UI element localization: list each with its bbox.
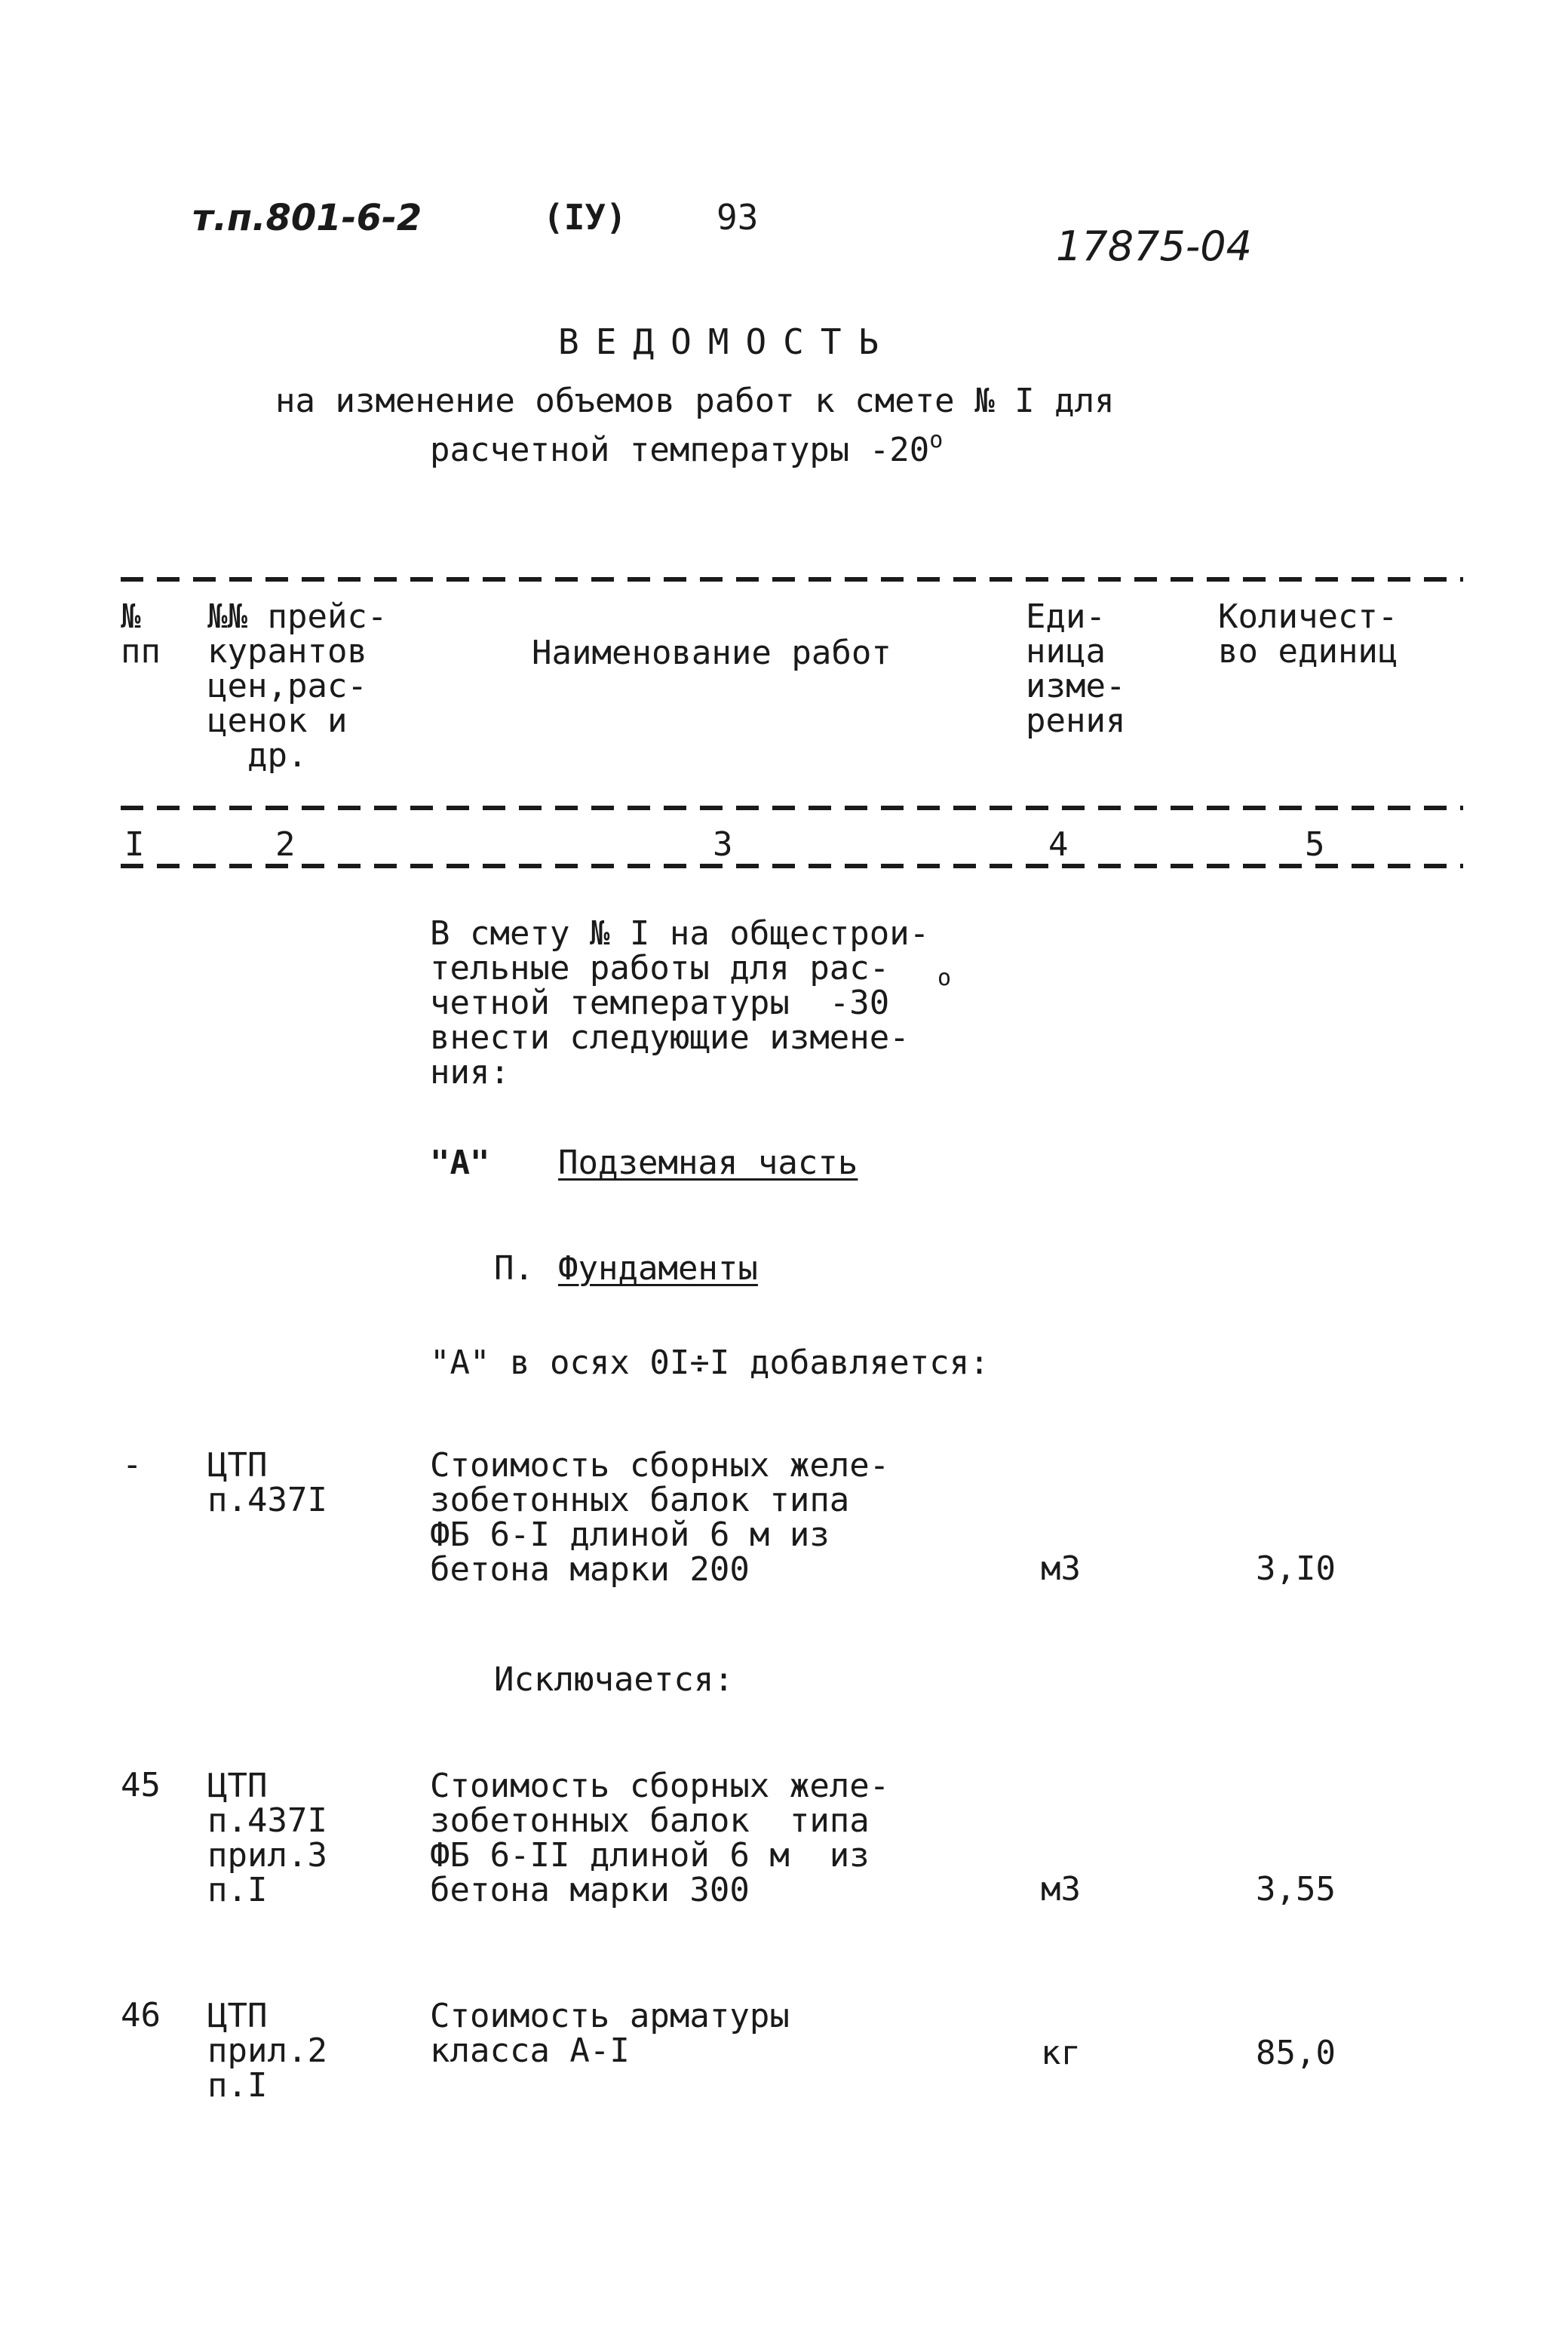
intro-degree-sign: о [937,965,952,991]
axis-note: "А" в осях 0I÷I добавляется: [430,1344,990,1382]
excluded-label: Исключается: [494,1660,734,1699]
col-number-4: 4 [1048,825,1069,864]
project-code: т.п.801-6-2 [192,197,422,239]
row-1-quantity: 3,I0 [1256,1549,1336,1588]
header-col-unit: Еди- ница изме- рения [1026,597,1126,740]
intro-text: В смету № I на общестрои- тельные работы для рас- четной температуры -30 внести следующие измене- ния: [430,914,930,1092]
stamp-number: 17875-04 [1056,223,1252,270]
row-1-work-name: Стоимость сборных желе- зобетонных балок типа ФБ 6-I длиной 6 м из бетона марки 200 [430,1446,890,1589]
row-1-number: - [122,1445,143,1484]
row-3-quantity: 85,0 [1256,2034,1336,2072]
row-1-reference: ЦТП п.437I [207,1446,327,1519]
header-col-quantity: Количест- во единиц [1218,597,1398,671]
header-col-pricelist: №№ прейс- курантов цен,рас- ценок и др. [207,597,388,775]
col-number-2: 2 [275,825,296,864]
row-2-unit: м3 [1041,1870,1081,1909]
section-a-mark: "А" [430,1144,490,1182]
row-2-reference: ЦТП п.437I прил.3 п.I [207,1767,327,1909]
header-col-number: № пп [121,597,161,671]
row-3-number: 46 [121,1996,161,2035]
degree-sign: о [929,427,944,453]
subsection-title: Фундаменты [558,1249,758,1288]
title-line-3-text: расчетной температуры -20 [430,431,930,469]
numbers-bottom-rule [121,864,1463,868]
row-2-number: 45 [121,1766,161,1804]
header-bottom-rule [121,806,1463,810]
col-number-3: 3 [713,825,733,864]
row-3-reference: ЦТП прил.2 п.I [207,1997,327,2105]
page-number: 93 [716,197,759,238]
col-number-5: 5 [1305,825,1325,864]
header-col-work-name: Наименование работ [532,634,891,672]
issue-number: (IУ) [543,197,627,238]
col-number-1: I [124,825,145,864]
row-1-unit: м3 [1041,1549,1081,1588]
row-2-quantity: 3,55 [1256,1870,1336,1909]
subsection-number: П. [494,1249,534,1288]
title-line-3 [430,427,944,469]
document-title: ВЕДОМОСТЬ [558,321,896,362]
section-a-title: Подземная часть [558,1144,858,1182]
row-2-work-name: Стоимость сборных желе- зобетонных балок типа ФБ 6-II длиной 6 м из бетона марки 300 [430,1767,890,1909]
title-line-2: на изменение объемов работ к смете № I для [275,382,1115,420]
row-3-unit: кг [1041,2034,1081,2072]
row-3-work-name: Стоимость арматуры класса А-I [430,1997,790,2070]
table-top-rule [121,577,1463,582]
